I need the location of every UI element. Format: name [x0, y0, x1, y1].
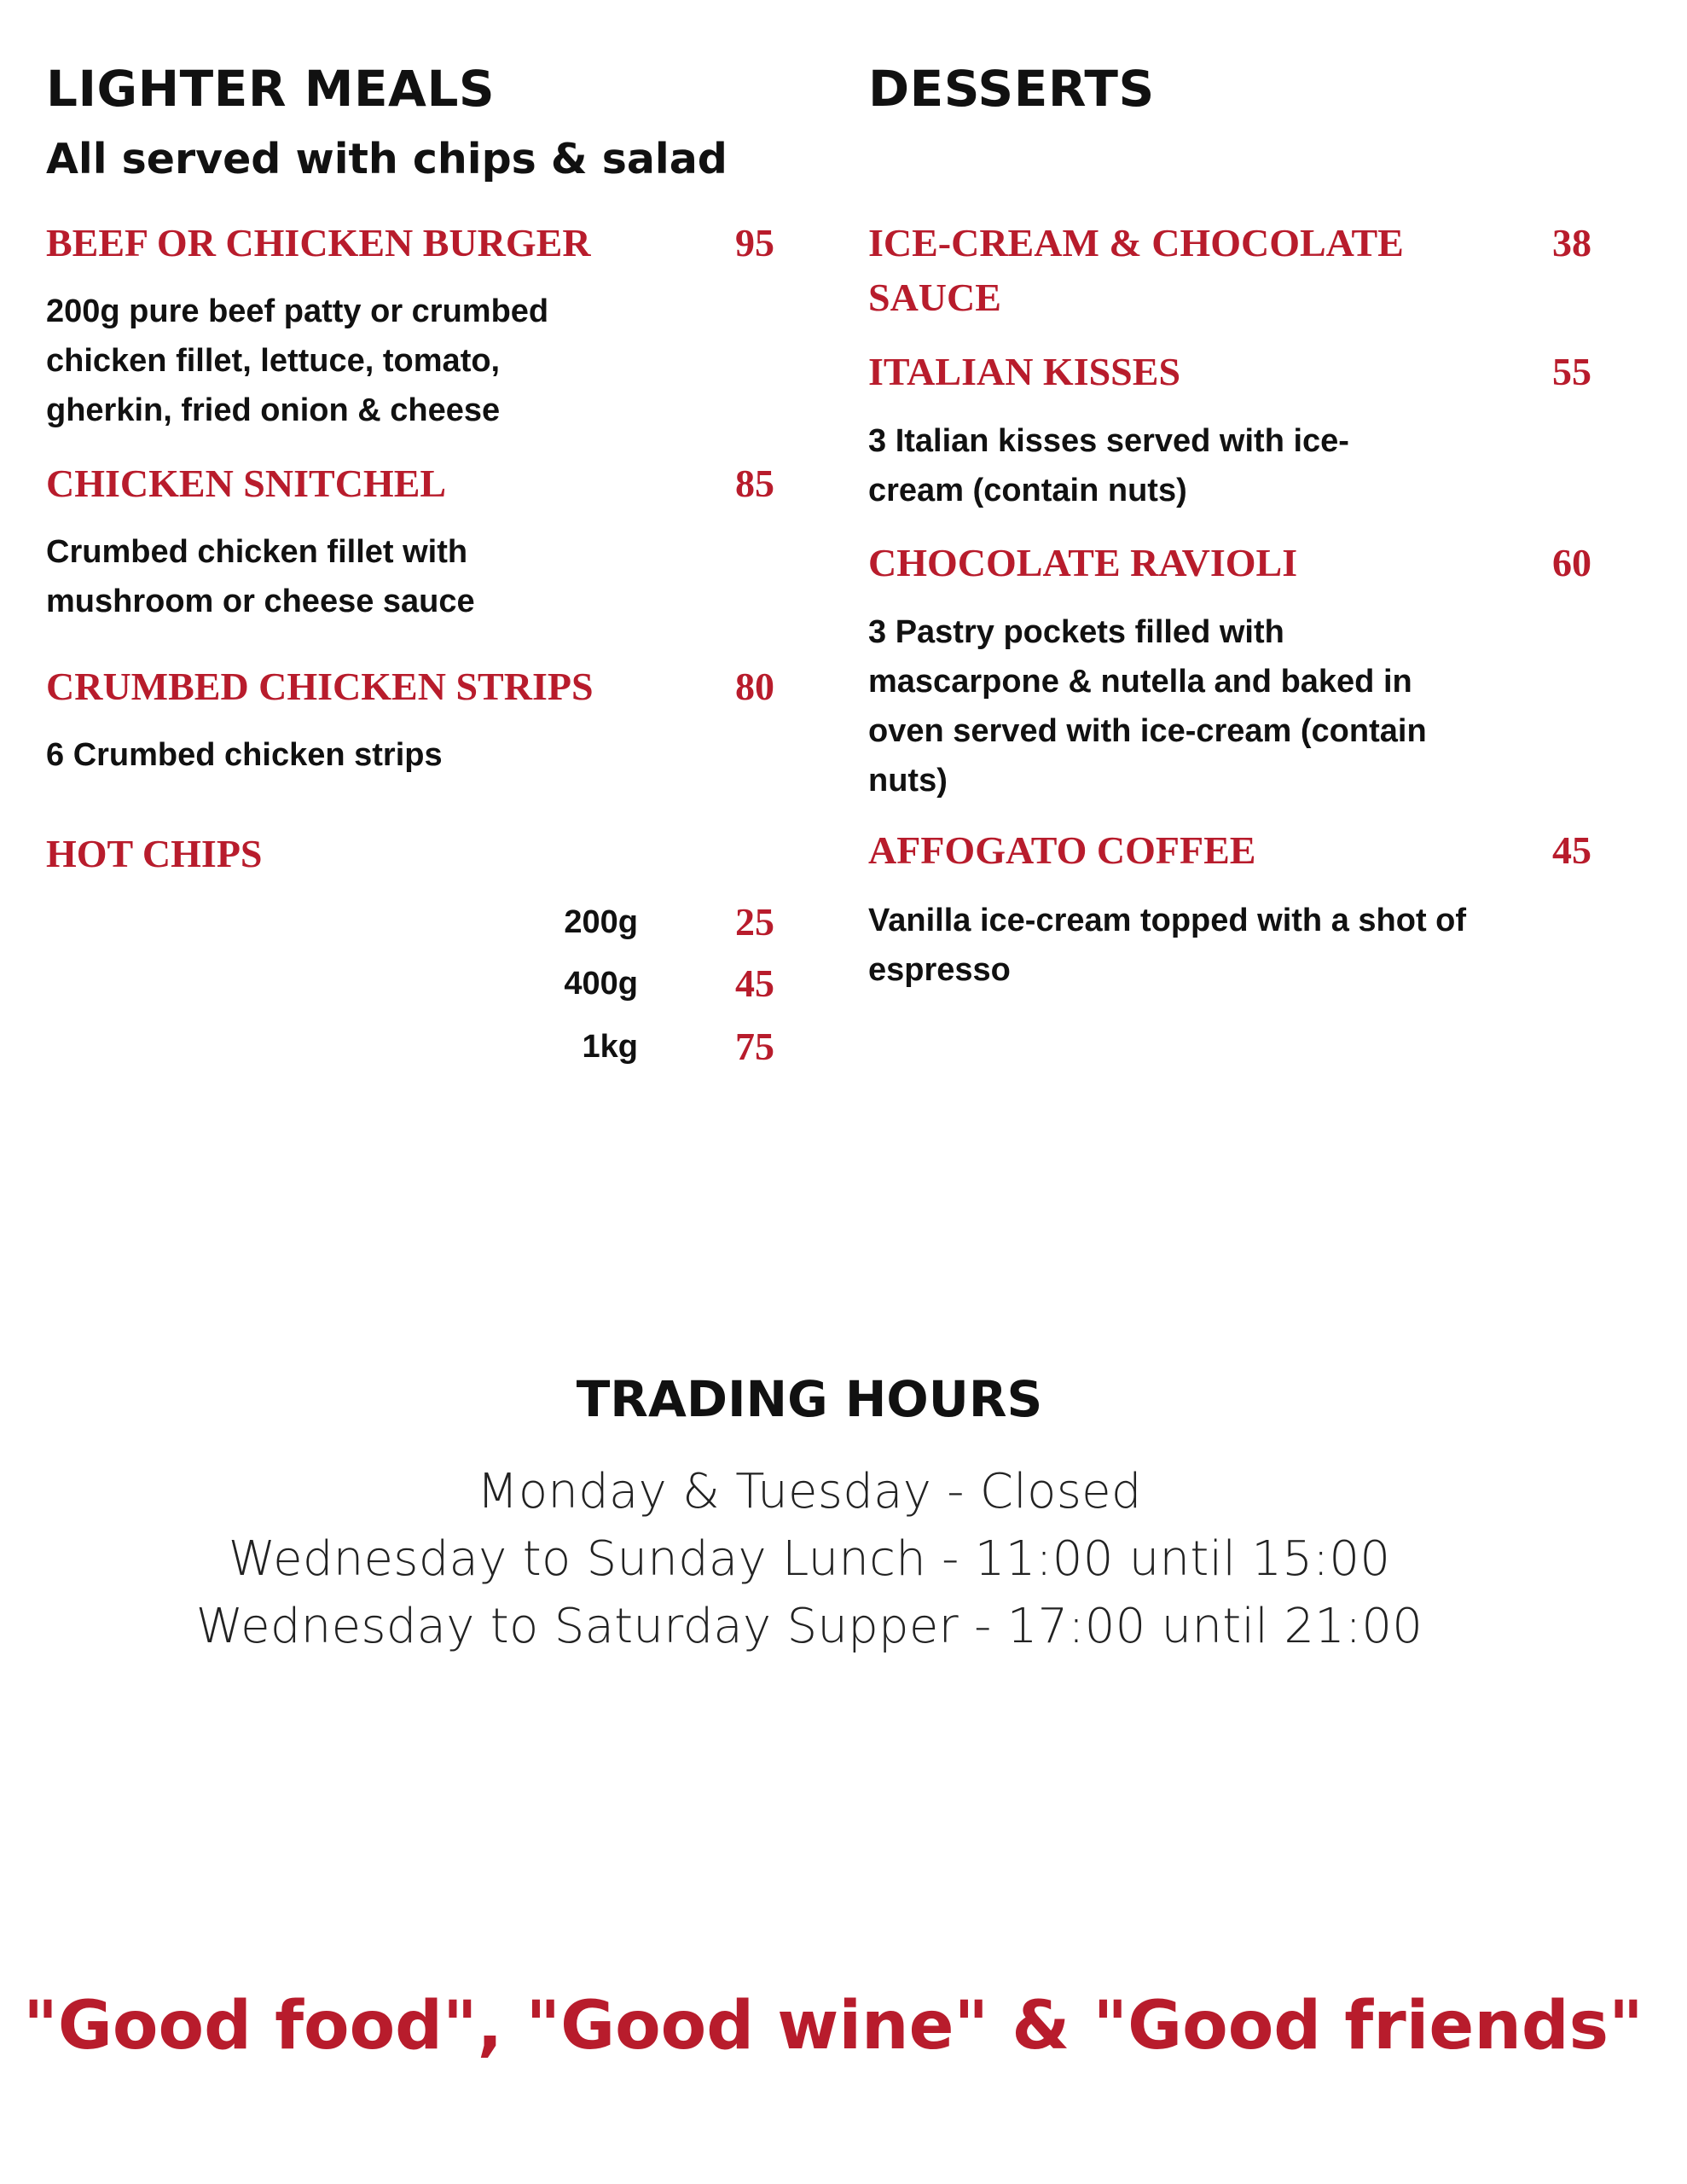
hot-chips-price: 45	[735, 961, 774, 1005]
menu-item-description: 6 Crumbed chicken strips	[46, 737, 443, 773]
trading-hours-line: Wednesday to Saturday Supper - 17:00 until 21:00	[195, 1599, 1423, 1654]
menu-item-price: 80	[735, 665, 774, 708]
hot-chips-name: HOT CHIPS	[46, 832, 263, 875]
menu-item-description: Vanilla ice-cream topped with a shot of espresso	[868, 903, 1467, 988]
menu-item-price: 60	[1552, 541, 1591, 584]
trading-hours-line: Monday & Tuesday - Closed	[477, 1464, 1142, 1519]
menu-item-name: BEEF OR CHICKEN BURGER	[46, 221, 591, 264]
hot-chips-size: 200g	[564, 904, 638, 940]
hot-chips-size: 1kg	[582, 1029, 638, 1065]
menu-item-description: Crumbed chicken fillet with mushroom or cheese sauce	[46, 534, 475, 619]
menu-item-name: AFFOGATO COFFEE	[868, 828, 1256, 872]
hot-chips-price: 75	[735, 1025, 774, 1068]
menu-item-description: 200g pure beef patty or crumbed chicken fillet, lettuce, tomato, gherkin, fried onion & cheese	[46, 293, 549, 428]
menu-item-description: 3 Pastry pockets filled with mascarpone & nutella and baked in oven served with ice-cream (contain nuts)	[868, 614, 1427, 799]
menu-item-price: 45	[1552, 828, 1591, 872]
menu-item-price: 95	[735, 221, 774, 264]
menu-item-name-continued: SAUCE	[868, 276, 1001, 319]
footer-slogan: "Good food", "Good wine" & "Good friends"	[23, 1988, 1644, 2065]
lighter-meals-heading: LIGHTER MEALS	[46, 60, 496, 118]
trading-hours-line: Wednesday to Sunday Lunch - 11:00 until 15:00	[228, 1531, 1391, 1587]
menu-item-name: CHICKEN SNITCHEL	[46, 462, 447, 505]
menu-item-name: ITALIAN KISSES	[868, 350, 1181, 393]
lighter-meals-subtitle: All served with chips & salad	[46, 135, 728, 183]
hot-chips-price: 25	[735, 900, 774, 944]
desserts-heading: DESSERTS	[868, 60, 1155, 118]
menu-item-price: 38	[1552, 221, 1591, 264]
menu-item-name: ICE-CREAM & CHOCOLATE	[868, 221, 1404, 264]
menu-item-name: CHOCOLATE RAVIOLI	[868, 541, 1298, 584]
menu-item-description: 3 Italian kisses served with ice-cream (contain nuts)	[868, 423, 1349, 508]
menu-item-name: CRUMBED CHICKEN STRIPS	[46, 665, 594, 708]
menu-item-price: 85	[735, 462, 774, 505]
trading-hours-heading: TRADING HOURS	[576, 1370, 1043, 1428]
hot-chips-size: 400g	[564, 966, 638, 1002]
menu-item-price: 55	[1552, 350, 1591, 393]
